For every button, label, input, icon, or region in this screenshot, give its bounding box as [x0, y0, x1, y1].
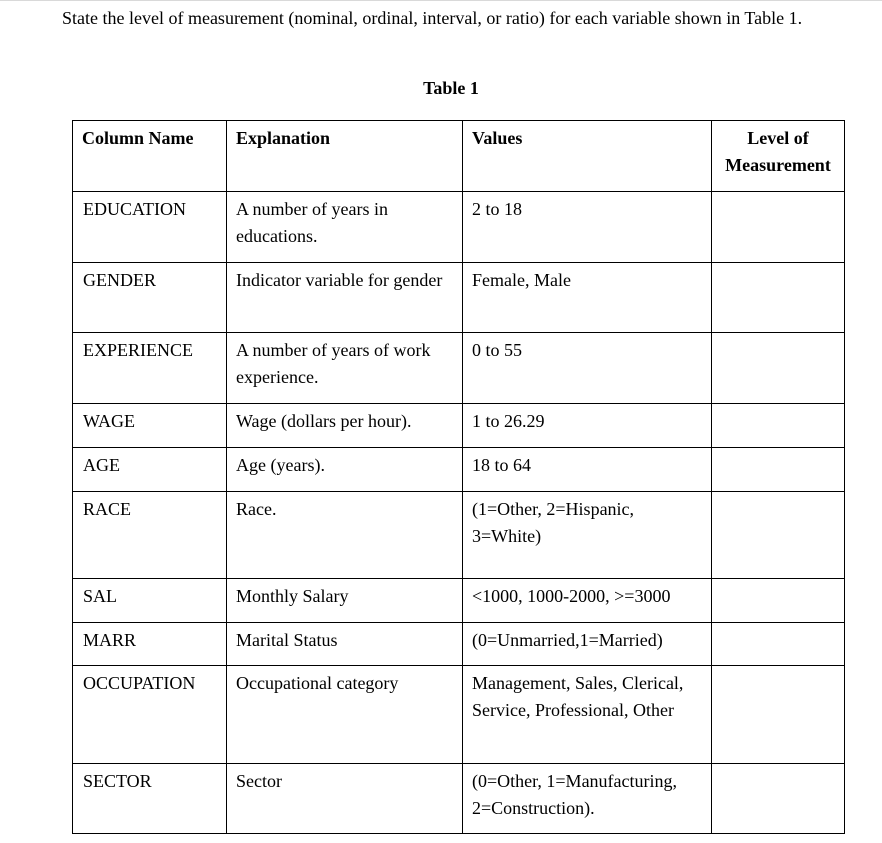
table-row	[73, 448, 845, 492]
row-values: 18 to 64	[463, 448, 712, 492]
header-level-of-measurement: Level of Measurement	[712, 121, 845, 192]
row-level-answer-cell[interactable]	[712, 404, 845, 448]
header-values: Values	[463, 121, 712, 192]
row-column-name: WAGE	[73, 404, 227, 448]
row-column-name: MARR	[73, 623, 227, 666]
row-values: (1=Other, 2=Hispanic, 3=White)	[463, 492, 712, 579]
row-column-name: RACE	[73, 492, 227, 579]
row-column-name: SAL	[73, 579, 227, 623]
row-explanation: Sector	[227, 764, 463, 834]
table-row	[73, 623, 845, 666]
table-row	[73, 666, 845, 764]
row-level-answer-cell[interactable]	[712, 448, 845, 492]
question-text: State the level of measurement (nominal, ordinal, interval, or ratio) for each variable shown in Table 1.	[62, 8, 803, 28]
row-column-name: OCCUPATION	[73, 666, 227, 764]
row-level-answer-cell[interactable]	[712, 492, 845, 579]
table-row	[73, 263, 845, 333]
row-explanation: Monthly Salary	[227, 579, 463, 623]
row-level-answer-cell[interactable]	[712, 764, 845, 834]
row-values: Female, Male	[463, 263, 712, 333]
row-explanation: A number of years of work experience.	[227, 333, 463, 404]
row-explanation: Indicator variable for gender	[227, 263, 463, 333]
table-row	[73, 192, 845, 263]
row-column-name: SECTOR	[73, 764, 227, 834]
row-values: (0=Other, 1=Manufacturing, 2=Construction).	[463, 764, 712, 834]
row-level-answer-cell[interactable]	[712, 666, 845, 764]
row-values: Management, Sales, Clerical, Service, Professional, Other	[463, 666, 712, 764]
row-explanation: Wage (dollars per hour).	[227, 404, 463, 448]
row-column-name: GENDER	[73, 263, 227, 333]
row-level-answer-cell[interactable]	[712, 263, 845, 333]
header-explanation: Explanation	[227, 121, 463, 192]
row-explanation: Marital Status	[227, 623, 463, 666]
row-column-name: AGE	[73, 448, 227, 492]
row-values: 2 to 18	[463, 192, 712, 263]
table-caption: Table 1	[423, 78, 479, 98]
table-header-row	[73, 121, 845, 192]
row-level-answer-cell[interactable]	[712, 333, 845, 404]
row-values: 1 to 26.29	[463, 404, 712, 448]
table-row	[73, 579, 845, 623]
row-column-name: EXPERIENCE	[73, 333, 227, 404]
row-level-answer-cell[interactable]	[712, 623, 845, 666]
row-level-answer-cell[interactable]	[712, 579, 845, 623]
row-explanation: Occupational category	[227, 666, 463, 764]
row-explanation: A number of years in educations.	[227, 192, 463, 263]
table-row	[73, 333, 845, 404]
table-row	[73, 764, 845, 834]
top-divider	[0, 0, 882, 1]
row-level-answer-cell[interactable]	[712, 192, 845, 263]
header-column-name: Column Name	[73, 121, 227, 192]
row-values: <1000, 1000-2000, >=3000	[463, 579, 712, 623]
measurement-table	[72, 120, 845, 834]
table-row	[73, 404, 845, 448]
row-explanation: Race.	[227, 492, 463, 579]
row-column-name: EDUCATION	[73, 192, 227, 263]
row-values: 0 to 55	[463, 333, 712, 404]
row-explanation: Age (years).	[227, 448, 463, 492]
table-row	[73, 492, 845, 579]
row-values: (0=Unmarried,1=Married)	[463, 623, 712, 666]
